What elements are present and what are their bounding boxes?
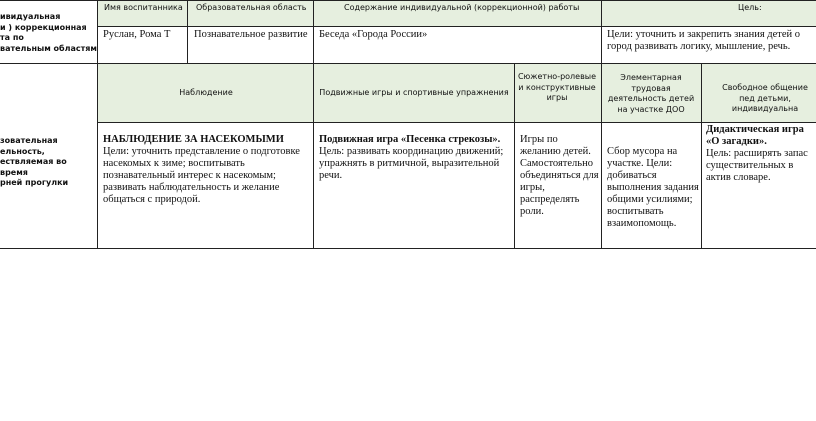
top-left-label: ивидуальная и ) коррекционная та по вательным областям <box>0 12 97 53</box>
value-content: Беседа «Города России» <box>319 29 428 40</box>
value-edu-area: Познавательное развитие <box>194 29 308 40</box>
grid-line-top <box>0 0 816 1</box>
header-content: Содержание индивидуальной (коррекционной) работы <box>344 3 580 12</box>
walk-left-label: зовательная ельность, ествляемая во время рней прогулки <box>0 136 69 187</box>
grid-line-v-games <box>514 64 515 249</box>
communication-text: Цель: расширять запас существительных в актив словаре. <box>706 148 808 183</box>
grid-line-v-content <box>601 0 602 249</box>
observation-cell <box>103 134 311 242</box>
role-play-cell: Игры по желанию детей. Самостоятельно объединяться для игры, распределять роли. <box>520 134 599 217</box>
observation-text: Цели: уточнить представление о подготовке насекомых к зиме; воспитывать познавательный интерес к насекомым; развивать наблюдательность и желание общаться с природой. <box>103 146 300 205</box>
games-cell <box>319 134 511 242</box>
grid-line-v-name <box>187 0 188 64</box>
value-child-name: Руслан, Рома Т <box>103 29 171 40</box>
header-edu-area: Образовательная область <box>196 3 307 12</box>
games-title: Подвижная игра «Песенка стрекозы». <box>319 134 501 145</box>
header-games: Подвижные игры и спортивные упражнения <box>319 88 509 97</box>
grid-line-row1-bottom <box>0 63 816 64</box>
grid-line-v-labor <box>701 64 702 249</box>
grid-line-walk-header-bottom <box>98 122 816 123</box>
header-observation: Наблюдение <box>179 88 233 97</box>
grid-line-v-left <box>97 0 98 249</box>
grid-line-v-area <box>313 0 314 249</box>
labor-cell: Сбор мусора на участке. Цели: добиваться выполнения задания общими усилиями; воспитывать взаимопомощь. <box>607 146 699 229</box>
header-child-name: Имя воспитанника <box>104 3 183 12</box>
communication-title: Дидактическая игра «О загадки». <box>706 124 804 147</box>
games-text: Цель: развивать координацию движений; упражнять в ритмичной, выразительной речи. <box>319 146 504 181</box>
header-communication: Свободное общение пед детьми, индивидуальна <box>722 83 808 113</box>
observation-title: НАБЛЮДЕНИЕ ЗА НАСЕКОМЫМИ <box>103 134 284 145</box>
header-goal: Цель: <box>738 3 762 12</box>
header-labor: Элементарная трудовая деятельность детей на участке ДОО <box>607 73 695 114</box>
value-goal: Цели: уточнить и закрепить знания детей о город развивать логику, мышление, речь. <box>607 29 801 52</box>
grid-line-table-bottom <box>0 248 816 249</box>
communication-cell <box>706 124 816 242</box>
grid-line-header-bottom <box>98 26 816 27</box>
header-role-play: Сюжетно-ролевые и конструктивные игры <box>517 72 597 102</box>
